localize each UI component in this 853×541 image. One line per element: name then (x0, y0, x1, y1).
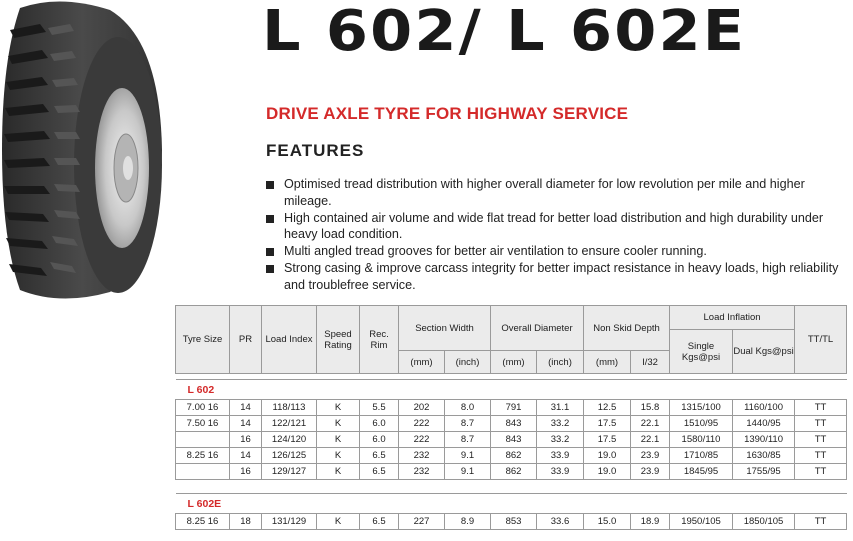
header-rec-rim: Rec. Rim (360, 306, 399, 374)
table-row (176, 400, 847, 416)
table-row (176, 448, 847, 464)
cell-od-mm: 862 (491, 464, 537, 480)
square-bullet-icon (266, 265, 274, 273)
group-label: L 602 (176, 380, 847, 400)
cell-pr: 14 (230, 400, 262, 416)
header-dual: Dual Kgs@psi (733, 330, 795, 374)
cell-speed-rating: K (317, 448, 360, 464)
cell-tt-tl: TT (795, 464, 847, 480)
cell-single: 1950/105 (670, 514, 733, 530)
cell-sw-mm: 222 (399, 432, 445, 448)
cell-rec-rim: 6.5 (360, 514, 399, 530)
header-tt-tl: TT/TL (795, 306, 847, 374)
cell-dual: 1160/100 (733, 400, 795, 416)
cell-tyre-size (176, 432, 230, 448)
cell-sw-mm: 202 (399, 400, 445, 416)
cell-tyre-size: 7.50 16 (176, 416, 230, 432)
table-row (176, 432, 847, 448)
cell-nsd-mm: 12.5 (584, 400, 631, 416)
cell-sw-mm: 227 (399, 514, 445, 530)
feature-item (266, 260, 851, 293)
cell-nsd-mm: 19.0 (584, 448, 631, 464)
cell-pr: 18 (230, 514, 262, 530)
cell-speed-rating: K (317, 514, 360, 530)
square-bullet-icon (266, 181, 274, 189)
cell-sw-inch: 9.1 (445, 448, 491, 464)
cell-pr: 16 (230, 464, 262, 480)
cell-load-index: 122/121 (262, 416, 317, 432)
cell-rec-rim: 6.5 (360, 464, 399, 480)
cell-tt-tl: TT (795, 400, 847, 416)
cell-od-mm: 791 (491, 400, 537, 416)
cell-pr: 14 (230, 416, 262, 432)
table-row (176, 464, 847, 480)
cell-sw-mm: 222 (399, 416, 445, 432)
cell-single: 1315/100 (670, 400, 733, 416)
cell-tt-tl: TT (795, 416, 847, 432)
cell-nsd-32: 22.1 (631, 432, 670, 448)
header-nsd-mm: (mm) (584, 351, 631, 374)
cell-nsd-32: 23.9 (631, 448, 670, 464)
cell-load-index: 131/129 (262, 514, 317, 530)
header-speed-rating: Speed Rating (317, 306, 360, 374)
cell-nsd-mm: 15.0 (584, 514, 631, 530)
cell-tyre-size: 7.00 16 (176, 400, 230, 416)
header-sw-inch: (inch) (445, 351, 491, 374)
cell-single: 1845/95 (670, 464, 733, 480)
cell-dual: 1440/95 (733, 416, 795, 432)
page-title: L 602/ L 602E (262, 0, 747, 64)
header-od-mm: (mm) (491, 351, 537, 374)
cell-od-inch: 31.1 (537, 400, 584, 416)
cell-load-index: 118/113 (262, 400, 317, 416)
product-subtitle: DRIVE AXLE TYRE FOR HIGHWAY SERVICE (266, 104, 629, 123)
tyre-illustration (0, 0, 165, 300)
cell-speed-rating: K (317, 400, 360, 416)
feature-text: Optimised tread distribution with higher overall diameter for low revolution per mile and higher mileage. (284, 177, 805, 208)
cell-tyre-size: 8.25 16 (176, 448, 230, 464)
cell-od-inch: 33.9 (537, 464, 584, 480)
header-overall-diameter: Overall Diameter (491, 306, 584, 351)
cell-od-mm: 843 (491, 432, 537, 448)
cell-speed-rating: K (317, 432, 360, 448)
cell-od-inch: 33.9 (537, 448, 584, 464)
cell-nsd-mm: 17.5 (584, 432, 631, 448)
header-pr: PR (230, 306, 262, 374)
cell-single: 1510/95 (670, 416, 733, 432)
feature-item (266, 243, 851, 260)
feature-item (266, 176, 851, 209)
square-bullet-icon (266, 248, 274, 256)
cell-sw-inch: 9.1 (445, 464, 491, 480)
cell-rec-rim: 6.5 (360, 448, 399, 464)
feature-text: Strong casing & improve carcass integrity for better impact resistance in heavy loads, high reliability and troublefree service. (284, 261, 839, 292)
spacer-cell (176, 480, 847, 494)
table-row (176, 416, 847, 432)
cell-sw-inch: 8.7 (445, 416, 491, 432)
cell-pr: 16 (230, 432, 262, 448)
header-nsd-32: I/32 (631, 351, 670, 374)
square-bullet-icon (266, 215, 274, 223)
cell-dual: 1755/95 (733, 464, 795, 480)
header-single: Single Kgs@psi (670, 330, 733, 374)
cell-rec-rim: 6.0 (360, 432, 399, 448)
feature-text: Multi angled tread grooves for better air ventilation to ensure cooler running. (284, 244, 707, 258)
cell-tyre-size (176, 464, 230, 480)
cell-nsd-32: 22.1 (631, 416, 670, 432)
cell-tt-tl: TT (795, 432, 847, 448)
cell-od-mm: 843 (491, 416, 537, 432)
specification-table-body (176, 374, 847, 530)
features-list (266, 176, 851, 294)
cell-od-inch: 33.2 (537, 416, 584, 432)
cell-dual: 1630/85 (733, 448, 795, 464)
header-sw-mm: (mm) (399, 351, 445, 374)
cell-tt-tl: TT (795, 448, 847, 464)
header-non-skid-depth: Non Skid Depth (584, 306, 670, 351)
cell-tyre-size: 8.25 16 (176, 514, 230, 530)
specification-table (175, 305, 847, 530)
cell-sw-mm: 232 (399, 464, 445, 480)
cell-tt-tl: TT (795, 514, 847, 530)
cell-sw-inch: 8.0 (445, 400, 491, 416)
table-spacer (176, 480, 847, 494)
cell-sw-inch: 8.7 (445, 432, 491, 448)
cell-nsd-mm: 17.5 (584, 416, 631, 432)
cell-single: 1710/85 (670, 448, 733, 464)
header-section-width: Section Width (399, 306, 491, 351)
cell-sw-mm: 232 (399, 448, 445, 464)
cell-load-index: 126/125 (262, 448, 317, 464)
cell-nsd-32: 23.9 (631, 464, 670, 480)
cell-single: 1580/110 (670, 432, 733, 448)
cell-od-inch: 33.2 (537, 432, 584, 448)
feature-item (266, 210, 851, 243)
cell-dual: 1390/110 (733, 432, 795, 448)
header-load-inflation: Load Inflation (670, 306, 795, 330)
cell-load-index: 129/127 (262, 464, 317, 480)
cell-rec-rim: 5.5 (360, 400, 399, 416)
header-load-index: Load Index (262, 306, 317, 374)
table-row (176, 514, 847, 530)
cell-rec-rim: 6.0 (360, 416, 399, 432)
group-label: L 602E (176, 494, 847, 514)
cell-nsd-mm: 19.0 (584, 464, 631, 480)
header-tyre-size: Tyre Size (176, 306, 230, 374)
cell-od-mm: 862 (491, 448, 537, 464)
feature-text: High contained air volume and wide flat tread for better load distribution and high durability under heavy load condition. (284, 210, 824, 241)
cell-load-index: 124/120 (262, 432, 317, 448)
table-group-row (176, 380, 847, 400)
cell-sw-inch: 8.9 (445, 514, 491, 530)
cell-od-inch: 33.6 (537, 514, 584, 530)
header-od-inch: (inch) (537, 351, 584, 374)
cell-dual: 1850/105 (733, 514, 795, 530)
cell-speed-rating: K (317, 416, 360, 432)
cell-pr: 14 (230, 448, 262, 464)
table-group-row (176, 494, 847, 514)
cell-nsd-32: 15.8 (631, 400, 670, 416)
cell-speed-rating: K (317, 464, 360, 480)
cell-nsd-32: 18.9 (631, 514, 670, 530)
features-heading: FEATURES (266, 141, 365, 160)
cell-od-mm: 853 (491, 514, 537, 530)
